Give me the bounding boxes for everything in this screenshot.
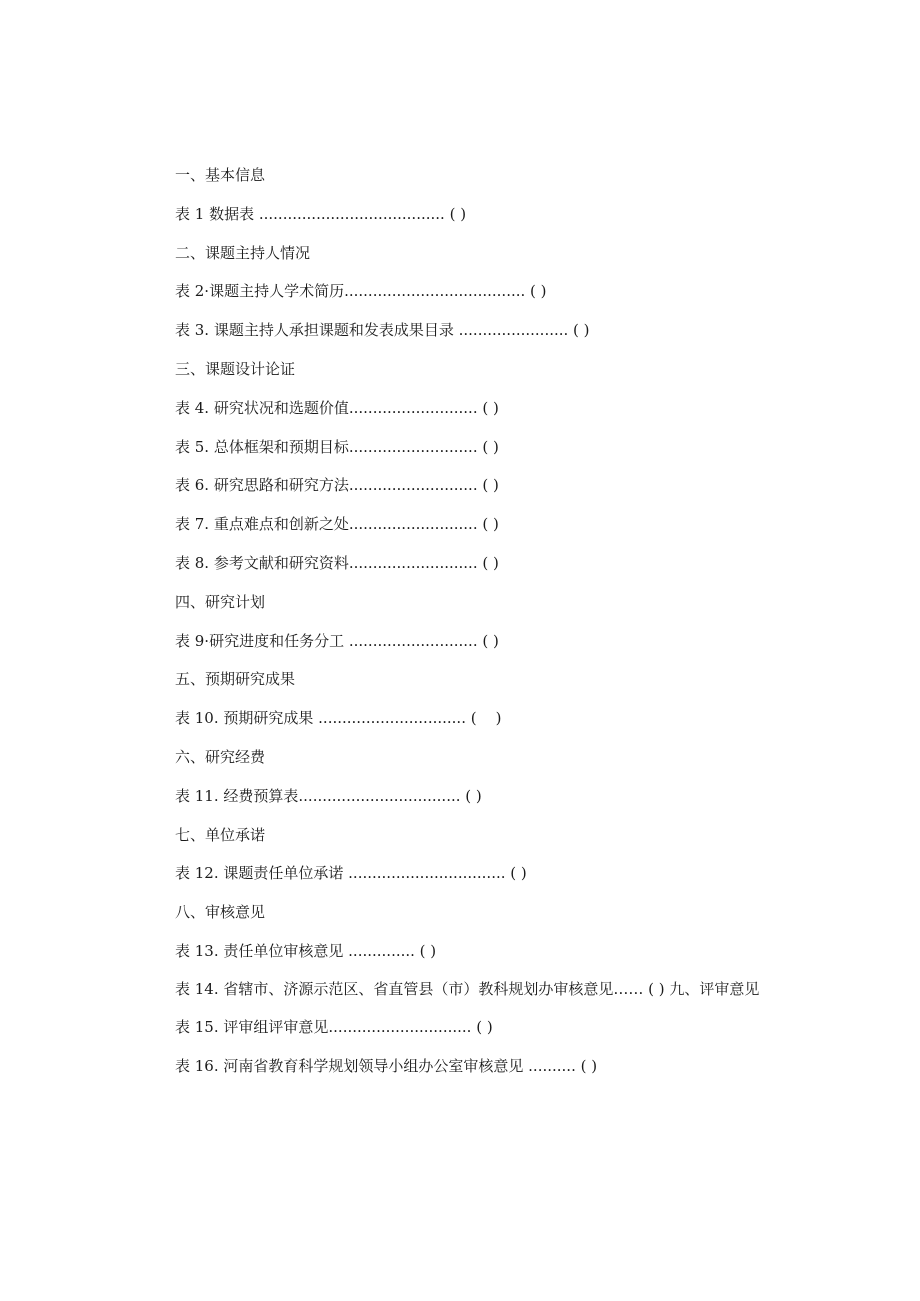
toc-entry: 表 8. 参考文献和研究资料........................... ( ) [175,553,499,572]
section-heading: 一、基本信息 [175,166,266,184]
section-heading: 八、审核意见 [175,903,266,922]
section-heading: 五、预期研究成果 [175,670,296,689]
toc-entry: 表 4. 研究状况和选题价值........................... ( ) [175,398,499,417]
toc-entry: 表 5. 总体框架和预期目标........................... ( ) [175,437,499,456]
toc-entry: 表 7. 重点难点和创新之处........................... ( ) [175,515,499,534]
table-of-contents [175,164,825,1093]
section-heading: 七、单位承诺 [175,825,266,844]
section-heading: 六、研究经费 [175,747,266,766]
toc-entry: 表 15. 评审组评审意见.............................. ( ) [175,1017,493,1036]
section-heading: 二、课题主持人情况 [175,243,311,262]
toc-entry: 表 6. 研究思路和研究方法........................... ( ) [175,476,499,495]
toc-entry: 表 3. 课题主持人承担课题和发表成果目录 ....................... ( ) [175,321,590,340]
toc-entry: 表 13. 责任单位审核意见 .............. ( ) [175,941,437,960]
toc-entry: 表 9·研究进度和任务分工 ........................... ( ) [175,631,499,650]
section-heading: 三、课题设计论证 [175,359,296,378]
toc-entry: 表 12. 课题责任单位承诺 ................................. ( ) [175,864,527,883]
toc-entry: 表 2·课题主持人学术简历...................................... ( ) [175,282,547,301]
toc-entry: 表 10. 预期研究成果 ............................... ( ) [175,709,502,728]
section-heading: 四、研究计划 [175,592,266,611]
toc-entry: 表 16. 河南省教育科学规划领导小组办公室审核意见 .......... ( ) [175,1056,598,1075]
toc-entry: 表 1 数据表 ....................................... ( ) [175,204,467,223]
toc-entry: 表 14. 省辖市、济源示范区、省直管县（市）教科规划办审核意见…… ( ) 九、评审意见 [175,979,760,998]
toc-entry: 表 11. 经费预算表.................................. ( ) [175,786,482,805]
